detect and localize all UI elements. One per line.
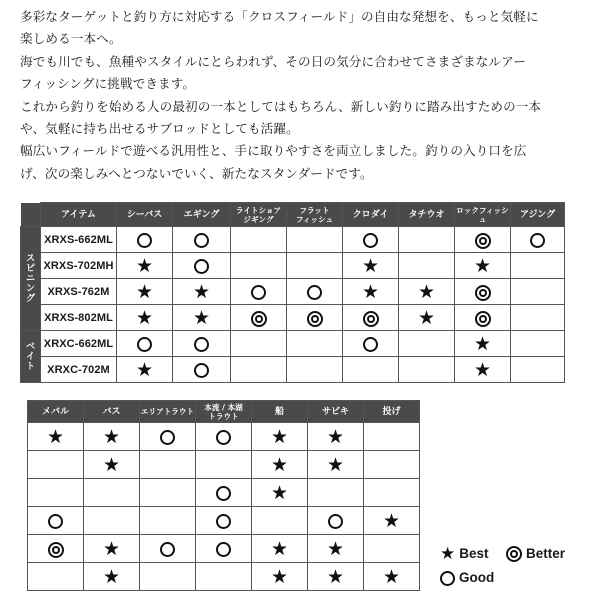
rating-cell: [140, 535, 196, 563]
circle-icon: [137, 337, 152, 352]
intro-line: 幅広いフィールドで遊べる汎用性と、手に取りやすさを両立しました。釣りの入り口を広: [20, 143, 527, 159]
model-name: XRXC-702M: [41, 357, 117, 383]
star-icon: ★: [135, 280, 154, 303]
double-circle-icon: [48, 542, 64, 558]
column-header: ロックフィッシュ: [455, 203, 511, 227]
rating-cell: [287, 227, 343, 253]
rating-cell: [28, 423, 84, 451]
star-icon: ★: [382, 565, 401, 588]
star-icon: ★: [135, 358, 154, 381]
spec-table-1: [20, 202, 565, 383]
rating-cell: [28, 535, 84, 563]
model-name: XRXS-802ML: [41, 305, 117, 331]
circle-icon: [137, 233, 152, 248]
star-icon: ★: [102, 537, 121, 560]
star-icon: ★: [361, 280, 380, 303]
star-icon: ★: [270, 425, 289, 448]
double-circle-icon: [475, 233, 491, 249]
rating-cell: [364, 507, 420, 535]
star-icon: ★: [417, 280, 436, 303]
rating-cell: [117, 253, 173, 279]
rating-cell: [308, 423, 364, 451]
rating-cell: [364, 423, 420, 451]
rating-cell: [28, 451, 84, 479]
rating-cell: [399, 253, 455, 279]
rating-cell: [84, 479, 140, 507]
rating-cell: [140, 479, 196, 507]
rating-cell: [231, 305, 287, 331]
model-name: XRXC-662ML: [41, 331, 117, 357]
rating-cell: [308, 563, 364, 591]
intro-line: 海でも川でも、魚種やスタイルにとらわれず、その日の気分に合わせてさまざまなルアー: [20, 53, 527, 69]
circle-icon: [363, 337, 378, 352]
rating-cell: [455, 253, 511, 279]
rating-cell: [308, 479, 364, 507]
circle-icon: [216, 486, 231, 501]
rating-cell: [231, 279, 287, 305]
rating-cell: [173, 279, 231, 305]
rating-cell: [287, 279, 343, 305]
rating-cell: [308, 535, 364, 563]
rating-cell: [117, 331, 173, 357]
rating-cell: [84, 563, 140, 591]
column-header: サビキ: [308, 401, 364, 423]
table-row: [21, 253, 565, 279]
star-icon: ★: [135, 306, 154, 329]
circle-icon: [216, 430, 231, 445]
column-header: フラット フィッシュ: [287, 203, 343, 227]
rating-cell: [455, 305, 511, 331]
rating-cell: [196, 479, 252, 507]
legend-better: Better: [506, 545, 565, 563]
rating-cell: [173, 253, 231, 279]
model-name: XRXS-662ML: [41, 227, 117, 253]
rating-cell: [511, 253, 565, 279]
rating-cell: [252, 423, 308, 451]
double-circle-icon: [475, 311, 491, 327]
rating-cell: [28, 507, 84, 535]
group-label: ベイト: [21, 331, 41, 383]
rating-cell: [28, 479, 84, 507]
column-header: シーバス: [117, 203, 173, 227]
column-header: エギング: [173, 203, 231, 227]
star-icon: ★: [270, 481, 289, 504]
table-row: [21, 227, 565, 253]
column-header: 本流 / 本湖 トラウト: [196, 401, 252, 423]
rating-cell: [28, 563, 84, 591]
table-row: [28, 507, 420, 535]
column-header: 船: [252, 401, 308, 423]
circle-icon: [307, 285, 322, 300]
star-icon: ★: [361, 254, 380, 277]
star-icon: ★: [102, 453, 121, 476]
star-icon: ★: [417, 306, 436, 329]
star-icon: ★: [326, 565, 345, 588]
rating-cell: [140, 507, 196, 535]
model-name: XRXS-702MH: [41, 253, 117, 279]
rating-cell: [231, 331, 287, 357]
rating-cell: [231, 227, 287, 253]
circle-icon: [48, 514, 63, 529]
rating-cell: [287, 253, 343, 279]
rating-cell: [343, 279, 399, 305]
circle-icon: [530, 233, 545, 248]
table-row: [28, 423, 420, 451]
rating-cell: [117, 227, 173, 253]
rating-cell: [511, 279, 565, 305]
rating-cell: [511, 227, 565, 253]
rating-cell: [231, 253, 287, 279]
rating-cell: [252, 451, 308, 479]
rating-cell: [252, 535, 308, 563]
table-row: [28, 479, 420, 507]
rating-cell: [399, 227, 455, 253]
star-icon: ★: [102, 565, 121, 588]
rating-cell: [364, 479, 420, 507]
circle-icon: [440, 571, 455, 586]
column-header: タチウオ: [399, 203, 455, 227]
star-icon: ★: [102, 425, 121, 448]
group-label: スピニング: [21, 227, 41, 331]
circle-icon: [363, 233, 378, 248]
rating-cell: [84, 423, 140, 451]
star-icon: ★: [270, 565, 289, 588]
legend-good: Good: [440, 569, 494, 587]
rating-cell: [308, 507, 364, 535]
intro-line: げ、次の楽しみへとつないでいく、新たなスタンダードです。: [20, 165, 373, 181]
double-circle-icon: [506, 546, 522, 562]
rating-cell: [511, 305, 565, 331]
rating-cell: [196, 535, 252, 563]
intro-line: 多彩なターゲットと釣り方に対応する「クロスフィールド」の自由な発想を、もっと気軽に: [20, 9, 539, 24]
rating-cell: [287, 305, 343, 331]
star-icon: ★: [326, 453, 345, 476]
rating-cell: [511, 331, 565, 357]
intro-line: これから釣りを始める人の最初の一本としてはもちろん、新しい釣りに踏み出すための一本: [20, 98, 542, 114]
rating-cell: [231, 357, 287, 383]
rating-cell: [173, 357, 231, 383]
rating-cell: [84, 535, 140, 563]
rating-cell: [399, 331, 455, 357]
rating-cell: [455, 279, 511, 305]
rating-cell: [287, 331, 343, 357]
circle-icon: [160, 542, 175, 557]
rating-cell: [117, 357, 173, 383]
rating-cell: [343, 357, 399, 383]
model-name: XRXS-762M: [41, 279, 117, 305]
intro-line: 楽しめる一本へ。: [20, 31, 122, 47]
column-header: 投げ: [364, 401, 420, 423]
table-row: [21, 305, 565, 331]
table-corner: [21, 203, 41, 227]
rating-cell: [343, 227, 399, 253]
intro-line: フィッシングに挑戦できます。: [20, 76, 196, 92]
intro-text: [20, 6, 592, 185]
rating-cell: [173, 305, 231, 331]
legend-best: ★ Best: [440, 544, 489, 564]
rating-cell: [364, 451, 420, 479]
star-icon: ★: [473, 358, 492, 381]
star-icon: ★: [473, 332, 492, 355]
rating-cell: [173, 331, 231, 357]
column-header: クロダイ: [343, 203, 399, 227]
rating-cell: [117, 305, 173, 331]
double-circle-icon: [363, 311, 379, 327]
column-header: アイテム: [41, 203, 117, 227]
star-icon: ★: [192, 306, 211, 329]
table-row: [21, 331, 565, 357]
circle-icon: [328, 514, 343, 529]
rating-cell: [252, 507, 308, 535]
star-icon: ★: [382, 509, 401, 532]
circle-icon: [194, 259, 209, 274]
circle-icon: [251, 285, 266, 300]
rating-cell: [84, 507, 140, 535]
rating-cell: [84, 451, 140, 479]
circle-icon: [194, 363, 209, 378]
double-circle-icon: [475, 285, 491, 301]
rating-cell: [140, 423, 196, 451]
rating-cell: [364, 535, 420, 563]
rating-cell: [399, 357, 455, 383]
rating-cell: [196, 423, 252, 451]
star-icon: ★: [135, 254, 154, 277]
rating-cell: [455, 227, 511, 253]
column-header: ライトショア ジギング: [231, 203, 287, 227]
rating-cell: [117, 279, 173, 305]
column-header: バス: [84, 401, 140, 423]
column-header: メバル: [28, 401, 84, 423]
rating-cell: [511, 357, 565, 383]
spec-table-2: [27, 400, 420, 591]
circle-icon: [216, 542, 231, 557]
rating-cell: [343, 305, 399, 331]
rating-cell: [287, 357, 343, 383]
star-icon: ★: [192, 280, 211, 303]
star-icon: ★: [473, 254, 492, 277]
table-row: [21, 279, 565, 305]
rating-cell: [364, 563, 420, 591]
rating-cell: [399, 305, 455, 331]
column-header: エリアトラウト: [140, 401, 196, 423]
table-row: [28, 535, 420, 563]
double-circle-icon: [251, 311, 267, 327]
rating-cell: [308, 451, 364, 479]
rating-cell: [252, 563, 308, 591]
rating-cell: [343, 253, 399, 279]
rating-cell: [252, 479, 308, 507]
table-row: [21, 357, 565, 383]
rating-cell: [196, 507, 252, 535]
intro-line: や、気軽に持ち出せるサブロッドとしても活躍。: [20, 121, 299, 137]
star-icon: ★: [326, 537, 345, 560]
circle-icon: [194, 233, 209, 248]
rating-cell: [455, 331, 511, 357]
star-icon: ★: [270, 537, 289, 560]
table-row: [28, 451, 420, 479]
star-icon: ★: [270, 453, 289, 476]
column-header: アジング: [511, 203, 565, 227]
star-icon: ★: [326, 425, 345, 448]
circle-icon: [216, 514, 231, 529]
star-icon: ★: [440, 544, 456, 564]
circle-icon: [194, 337, 209, 352]
rating-cell: [399, 279, 455, 305]
star-icon: ★: [46, 425, 65, 448]
rating-cell: [455, 357, 511, 383]
rating-cell: [196, 451, 252, 479]
double-circle-icon: [307, 311, 323, 327]
rating-cell: [196, 563, 252, 591]
table-row: [28, 563, 420, 591]
rating-cell: [173, 227, 231, 253]
circle-icon: [160, 430, 175, 445]
rating-cell: [140, 451, 196, 479]
rating-cell: [140, 563, 196, 591]
rating-cell: [343, 331, 399, 357]
